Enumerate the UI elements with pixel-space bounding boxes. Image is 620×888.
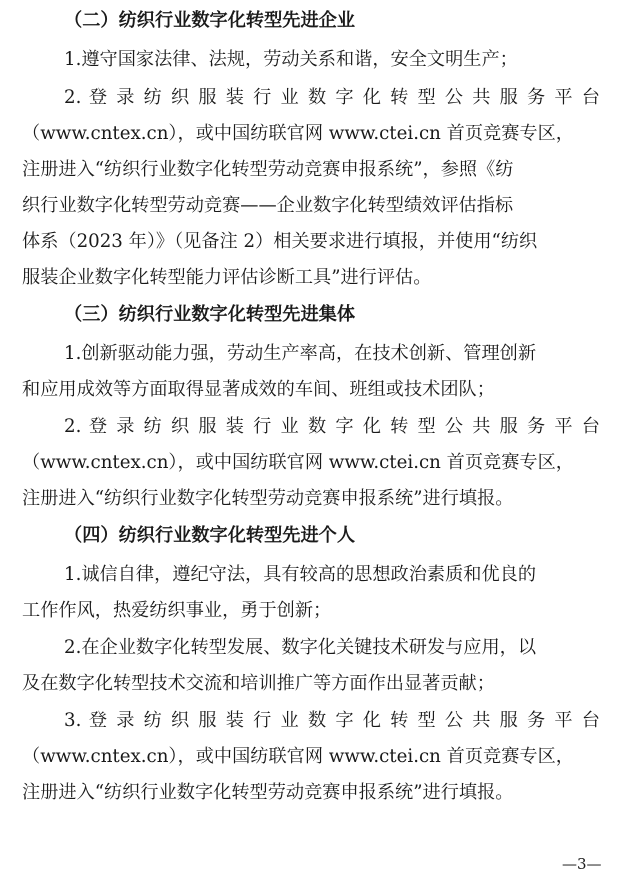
paragraph-line: 体系（2023 年）》（见备注 2）相关要求进行填报，并使用“纺织	[22, 231, 538, 252]
page-number: —3—	[562, 855, 602, 873]
paragraph-line: 注册进入“纺织行业数字化转型劳动竞赛申报系统”进行填报。	[22, 488, 514, 509]
paragraph-line: （www.cntex.cn），或中国纺联官网 www.ctei.cn 首页竞赛专区，	[22, 452, 574, 473]
paragraph-line: 1.创新驱动能力强，劳动生产率高，在技术创新、管理创新	[64, 343, 537, 364]
paragraph-line: 2. 登 录 纺 织 服 装 行 业 数 字 化 转 型 公 共 服 务 平 台	[64, 416, 600, 437]
paragraph-line: （www.cntex.cn），或中国纺联官网 www.ctei.cn 首页竞赛专区，	[22, 746, 574, 767]
paragraph-line: 服装企业数字化转型能力评估诊断工具”进行评估。	[22, 267, 432, 288]
paragraph-line: 工作作风，热爱纺织事业，勇于创新；	[22, 600, 332, 621]
section-heading-advanced-enterprise: （二）纺织行业数字化转型先进企业	[64, 10, 356, 31]
paragraph-line: 和应用成效等方面取得显著成效的车间、班组或技术团队；	[22, 379, 495, 400]
paragraph-line: 2. 登 录 纺 织 服 装 行 业 数 字 化 转 型 公 共 服 务 平 台	[64, 87, 600, 108]
paragraph-line: 织行业数字化转型劳动竞赛——企业数字化转型绩效评估指标	[22, 195, 514, 216]
paragraph-line: 注册进入“纺织行业数字化转型劳动竞赛申报系统”进行填报。	[22, 782, 514, 803]
section-heading-advanced-individual: （四）纺织行业数字化转型先进个人	[64, 525, 356, 546]
paragraph-line: 及在数字化转型技术交流和培训推广等方面作出显著贡献；	[22, 673, 495, 694]
paragraph-line: 1.诚信自律，遵纪守法，具有较高的思想政治素质和优良的	[64, 564, 537, 585]
paragraph-line: 注册进入“纺织行业数字化转型劳动竞赛申报系统”，参照《纺	[22, 159, 514, 180]
paragraph-line: 3. 登 录 纺 织 服 装 行 业 数 字 化 转 型 公 共 服 务 平 台	[64, 710, 600, 731]
paragraph-line: 1.遵守国家法律、法规，劳动关系和谐，安全文明生产；	[64, 49, 518, 70]
section-heading-advanced-collective: （三）纺织行业数字化转型先进集体	[64, 304, 356, 325]
paragraph-line: 2.在企业数字化转型发展、数字化关键技术研发与应用，以	[64, 637, 537, 658]
paragraph-line: （www.cntex.cn），或中国纺联官网 www.ctei.cn 首页竞赛专区，	[22, 123, 574, 144]
